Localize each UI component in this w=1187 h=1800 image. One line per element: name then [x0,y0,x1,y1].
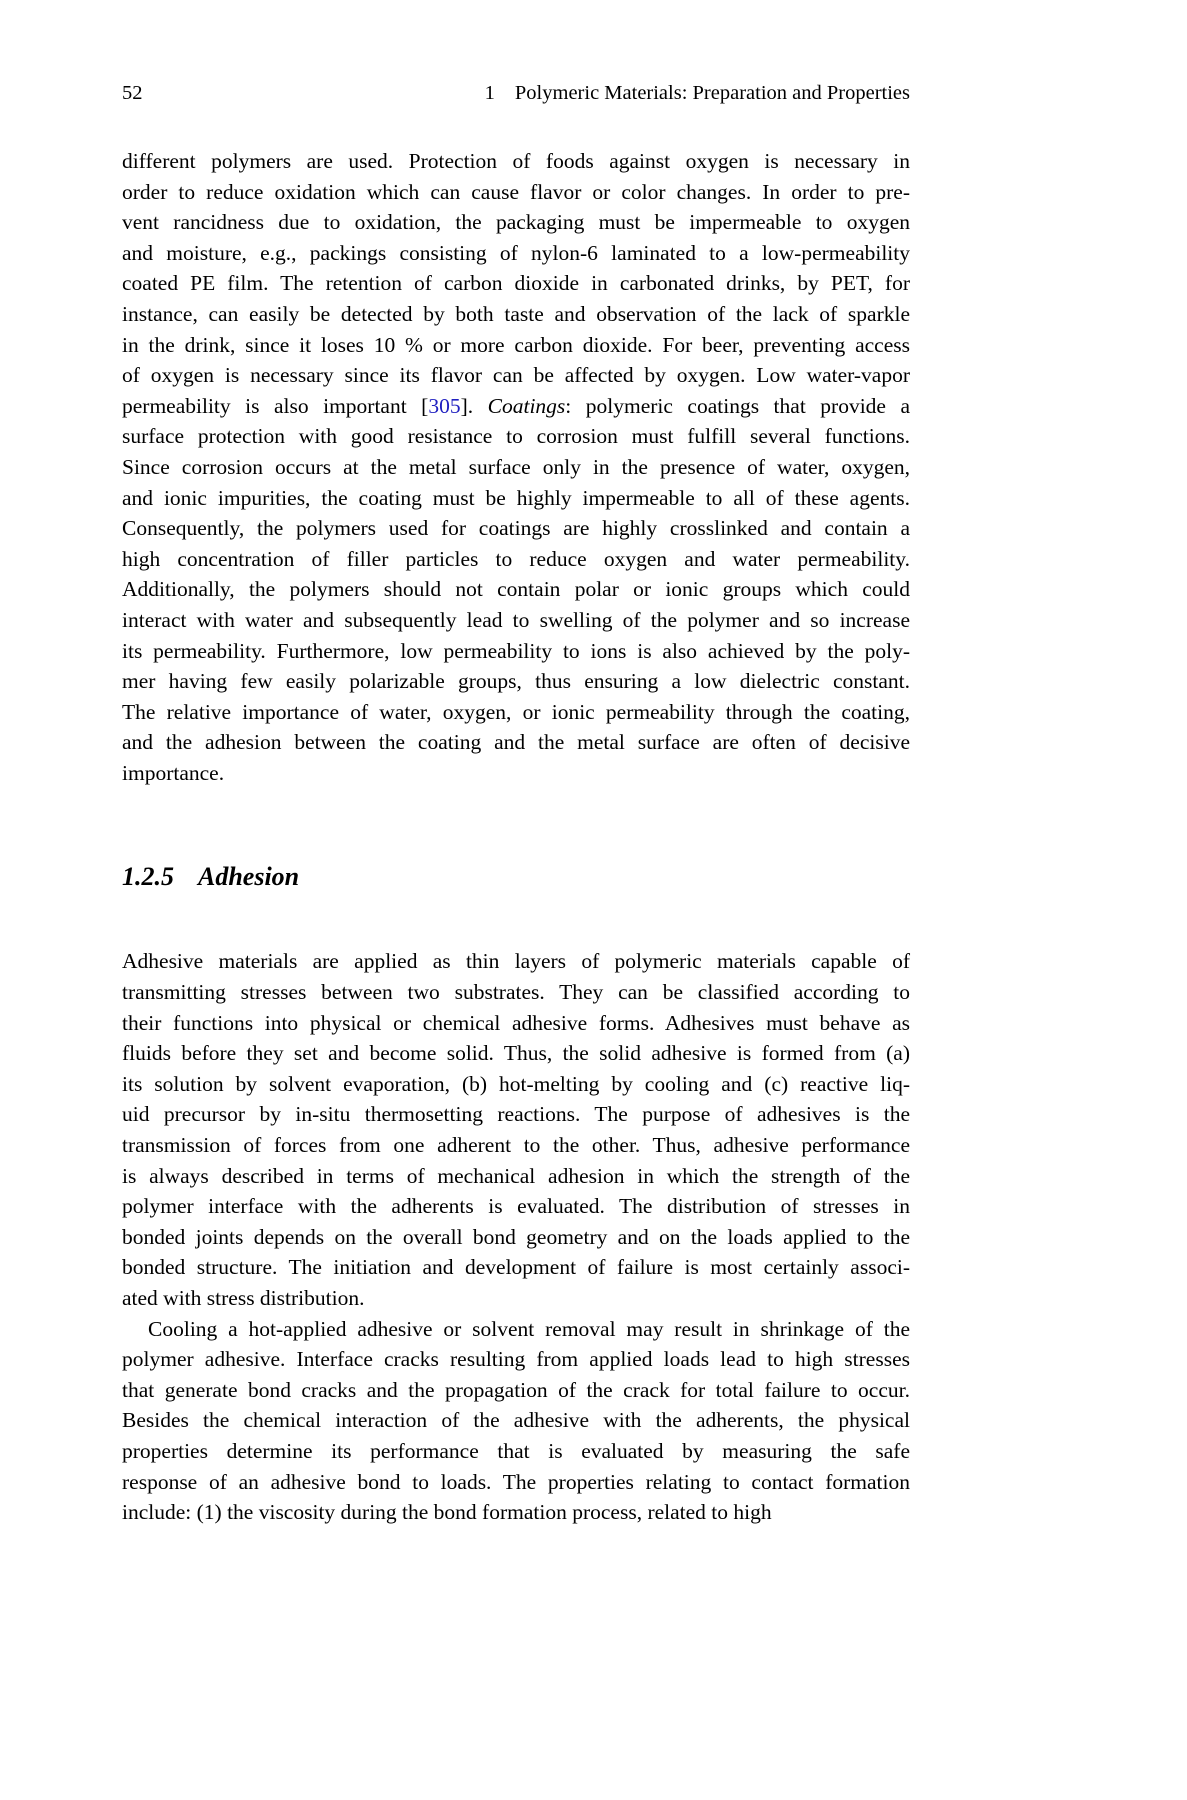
paragraph-cooling-adhesive [122,1314,910,1528]
text-line: Additionally, the polymers should not contain polar or ionic groups which could [122,577,910,602]
page-number: 52 [122,82,143,104]
text-line: its permeability. Furthermore, low permeability to ions is also achieved by the poly- [122,638,910,663]
line-text-tail: : polymeric coatings that provide a [565,393,910,418]
text-line: its solution by solvent evaporation, (b) hot-melting by cooling and (c) reactive liq- [122,1071,910,1096]
text-line: of oxygen is necessary since its flavor can be affected by oxygen. Low water-vapor [122,363,910,388]
page-content [122,0,910,1528]
citation-link-305[interactable]: 305 [428,393,461,418]
text-line: is always described in terms of mechanical adhesion in which the strength of the [122,1163,910,1188]
italic-term-coatings: Coatings [487,393,566,418]
section-heading-wrapper [122,860,910,894]
text-line: different polymers are used. Protection of foods against oxygen is necessary in [122,149,910,173]
section-number: 1.2.5 [122,862,174,892]
running-head-chapter-title: Polymeric Materials: Preparation and Properties [514,82,910,104]
text-line: uid precursor by in-situ thermosetting reactions. The purpose of adhesives is the [122,1102,910,1127]
text-line: Consequently, the polymers used for coatings are highly crosslinked and contain a [122,516,910,541]
text-line: order to reduce oxidation which can cause flavor or color changes. In order to pre- [122,179,910,204]
text-line: surface protection with good resistance to corrosion must fulfill several functions. [122,424,910,449]
text-line: response of an adhesive bond to loads. The properties relating to contact formation [122,1469,910,1494]
text-line: instance, can easily be detected by both taste and observation of the lack of sparkle [122,301,910,326]
text-line: bonded joints depends on the overall bond geometry and on the loads applied to the [122,1224,910,1249]
paragraph-continuation [122,146,910,788]
text-line: include: (1) the viscosity during the bond formation process, related to high [122,1500,772,1525]
text-line: Adhesive materials are applied as thin layers of polymeric materials capable of [122,949,910,974]
text-line: bonded structure. The initiation and development of failure is most certainly associ- [122,1255,910,1280]
text-line: interact with water and subsequently lead to swelling of the polymer and so increase [122,607,910,632]
running-head-title [485,78,910,108]
line-text-before-citation: permeability is also important [ [122,393,429,418]
text-line: polymer adhesive. Interface cracks resulting from applied loads lead to high stresses [122,1347,910,1372]
text-line: coated PE film. The retention of carbon dioxide in carbonated drinks, by PET, for [122,271,910,296]
text-line: high concentration of filler particles to reduce oxygen and water permeability. [122,546,910,571]
text-line: in the drink, since it loses 10 % or more carbon dioxide. For beer, preventing access [122,332,910,357]
text-line: Besides the chemical interaction of the adhesive with the adherents, the physical [122,1408,910,1433]
line-text-after-citation: ]. [460,393,488,418]
text-line: The relative importance of water, oxygen, or ionic permeability through the coating, [122,699,910,724]
running-head [122,78,910,108]
text-line: and ionic impurities, the coating must be highly impermeable to all of these agents. [122,485,910,510]
text-line: importance. [122,760,225,785]
text-line: properties determine its performance that is evaluated by measuring the safe [122,1438,910,1463]
section-heading [122,860,910,894]
text-line: their functions into physical or chemical adhesive forms. Adhesives must behave as [122,1010,910,1035]
text-line: vent rancidness due to oxidation, the packaging must be impermeable to oxygen [122,210,910,235]
text-line-with-citation [122,391,910,422]
text-line: ated with stress distribution. [122,1286,365,1310]
text-line: Since corrosion occurs at the metal surface only in the presence of water, oxygen, [122,454,910,479]
running-head-chapter-number: 1 [484,82,495,104]
section-title: Adhesion [198,862,300,892]
paragraph-adhesive-materials [122,946,910,1313]
text-line: Cooling a hot-applied adhesive or solvent removal may result in shrinkage of the [148,1316,910,1341]
text-line: polymer interface with the adherents is evaluated. The distribution of stresses in [122,1194,910,1219]
text-line: that generate bond cracks and the propagation of the crack for total failure to occur. [122,1377,910,1402]
text-line: fluids before they set and become solid. Thus, the solid adhesive is formed from (a) [122,1041,910,1066]
text-line: mer having few easily polarizable groups, thus ensuring a low dielectric constant. [122,669,910,694]
text-line: transmission of forces from one adherent to the other. Thus, adhesive performance [122,1133,910,1158]
text-line: and the adhesion between the coating and the metal surface are often of decisive [122,730,910,755]
text-line: transmitting stresses between two substrates. They can be classified according to [122,980,910,1005]
text-line: and moisture, e.g., packings consisting of nylon-6 laminated to a low-permeability [122,240,910,265]
